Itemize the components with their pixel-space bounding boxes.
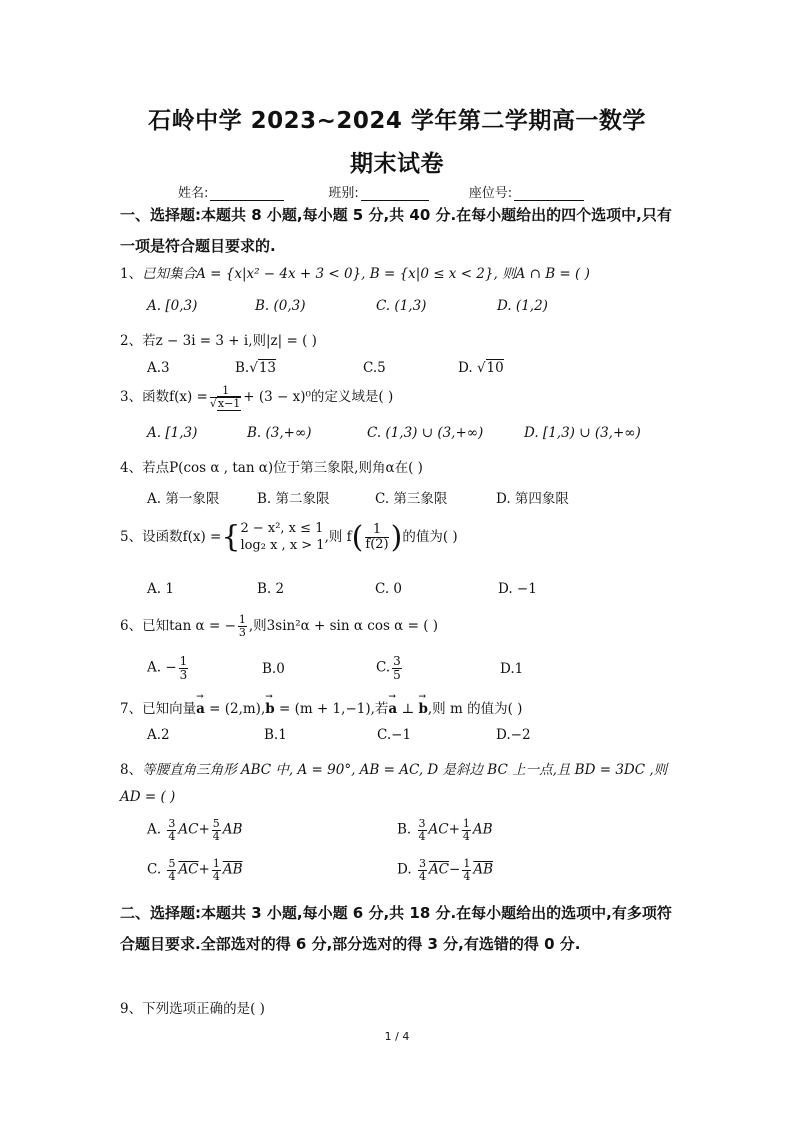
q6-option-a-label: A. −: [147, 659, 177, 676]
q9-text: 下列选项正确的是( ): [142, 1001, 265, 1017]
q8-d-d1: 4: [418, 869, 426, 883]
q6-option-b[interactable]: B.0: [262, 661, 285, 677]
q8-a-n2: 5: [212, 817, 220, 830]
q8-d-sign: −: [449, 861, 461, 878]
q5-option-d[interactable]: D. −1: [498, 581, 537, 597]
q8-a-sign: +: [198, 821, 210, 838]
q7-text-b: = (2,m),: [204, 701, 266, 717]
q8-option-c-label: C.: [147, 861, 162, 878]
q8-d-n1: 3: [418, 857, 426, 870]
section-1-heading: 一、选择题:本题共 8 小题,每小题 5 分,共 40 分.在每小题给出的四个选项中,只有一项是符合题目要求的.: [120, 206, 672, 255]
q8-a-n1: 3: [168, 817, 176, 830]
q3-text-pre: 函数f(x) =: [142, 389, 208, 405]
q3-frac-num: 1: [210, 385, 241, 398]
q5-text-mid: ,则 f: [324, 529, 352, 545]
q6-option-c[interactable]: [376, 655, 404, 681]
q8-a-frac-2: [212, 818, 221, 842]
q8-c-v1: $\overline{AC}$: [178, 861, 199, 878]
q5-case-1: 2 − x², x ≤ 1: [240, 521, 324, 537]
q8-d-frac-2: [462, 858, 471, 882]
q2-option-b-radicand: 13: [258, 360, 277, 376]
student-info-fields: [178, 182, 584, 201]
q1-option-d[interactable]: D. (1,2): [497, 298, 548, 314]
q4-option-a[interactable]: A. 第一象限: [147, 491, 220, 507]
name-field[interactable]: [178, 182, 284, 201]
question-2: [120, 329, 317, 349]
q8-c-sign: +: [198, 861, 210, 878]
q8-text: 等腰直角三角形 ABC 中, A = 90°, AB = AC, D 是斜边 BC 上一点,且 BD = 3DC ,则: [142, 762, 668, 778]
q2-number: 2、: [120, 333, 143, 349]
q7-number: 7、: [120, 701, 143, 717]
q7-option-a[interactable]: A.2: [147, 727, 170, 743]
q6-text-post: ,则3sin²α + sin α cos α = ( ): [248, 618, 439, 634]
q7-text-a: 已知向量: [142, 701, 197, 717]
section-2-heading: 二、选择题:本题共 3 小题,每小题 6 分,共 18 分.在每小题给出的选项中,有多项符合题目要求.全部选对的得 6 分,部分选对的得 3 分,有选错的得 0 分.: [120, 904, 672, 953]
q8-a-d2: 4: [212, 829, 220, 843]
q6-fraction: [238, 614, 247, 638]
q1-text: 已知集合A = {x|x² − 4x + 3 < 0}, B = {x|0 ≤ x < 2}, 则A ∩ B = ( ): [142, 266, 590, 282]
q8-option-c[interactable]: [147, 858, 243, 882]
q8-b-d2: 4: [462, 829, 470, 843]
question-7: [120, 697, 522, 717]
class-label: 班别:: [328, 186, 359, 201]
q7-vector-a-2: → a: [388, 701, 397, 717]
q2-text: 若z − 3i = 3 + i,则|z| = ( ): [142, 333, 317, 349]
q5-case-2: log₂ x , x > 1: [240, 537, 325, 553]
q6-option-c-label: C.: [376, 659, 391, 676]
q4-option-d[interactable]: D. 第四象限: [496, 491, 569, 507]
q8-option-b[interactable]: [397, 818, 493, 842]
page-number: 1 / 4: [384, 1030, 410, 1043]
q5-right-paren: ): [390, 520, 403, 555]
seat-field[interactable]: [469, 182, 584, 201]
q8-c-frac-1: [167, 858, 176, 882]
q5-cases: [240, 521, 324, 554]
q8-number: 8、: [120, 762, 143, 778]
q6-number: 6、: [120, 618, 143, 634]
q2-option-d-radicand: 10: [486, 360, 504, 376]
q7-vector-a: → a: [196, 701, 205, 717]
q2-option-b-label: B.: [235, 360, 250, 376]
q8-c-d1: 4: [168, 869, 176, 883]
q8-b-frac-1: [418, 818, 427, 842]
q5-option-b[interactable]: B. 2: [257, 581, 285, 597]
q5-text-post: 的值为( ): [402, 529, 458, 545]
q4-number: 4、: [120, 460, 143, 476]
q8-b-d1: 4: [418, 829, 426, 843]
q8-a-v2: AB: [222, 821, 243, 838]
q8-d-v2: $\overline{AB}$: [473, 861, 494, 878]
question-3: [120, 385, 393, 410]
q6-option-a-num: 1: [179, 654, 188, 668]
q8-a-d1: 4: [168, 829, 176, 843]
q5-left-brace: {: [221, 519, 241, 555]
seat-label: 座位号:: [468, 186, 513, 201]
q3-option-c[interactable]: C. (1,3) ∪ (3,+∞): [367, 425, 484, 441]
q6-option-c-num: 3: [393, 654, 401, 668]
q7-vector-b-2: → b: [418, 701, 427, 717]
q7-option-b[interactable]: B.1: [264, 727, 287, 743]
q8-b-v2: AB: [472, 821, 493, 838]
q3-frac-radicand: x−1: [217, 397, 241, 410]
question-5: [120, 520, 458, 555]
q7-text-d: ⊥: [397, 701, 419, 717]
name-blank[interactable]: [210, 186, 284, 201]
q6-option-a[interactable]: [147, 655, 190, 681]
q8-option-d-label: D.: [397, 861, 412, 878]
q1-option-a[interactable]: A. [0,3): [147, 298, 198, 314]
q5-left-paren: (: [351, 520, 364, 555]
q1-number: 1、: [120, 266, 143, 282]
q7-text-e: ,则 m 的值为( ): [427, 701, 523, 717]
exam-title: 石岭中学 2023~2024 学年第二学期高一数学: [148, 108, 646, 134]
q1-option-c[interactable]: C. (1,3): [376, 298, 427, 314]
q6-frac-num: 1: [238, 613, 246, 627]
q6-frac-den: 3: [238, 626, 246, 639]
q3-text-post: + (3 − x)⁰的定义域是( ): [243, 389, 394, 405]
class-blank[interactable]: [361, 186, 429, 201]
q8-a-v1: AC: [178, 821, 199, 838]
q5-fraction: [365, 523, 388, 551]
q8-option-b-label: B.: [397, 821, 412, 838]
q2-option-d-label: D.: [458, 360, 477, 376]
q5-option-c[interactable]: C. 0: [375, 581, 403, 597]
q2-option-d[interactable]: D. √10: [458, 360, 504, 376]
q6-option-c-fraction: [392, 655, 402, 681]
q8-d-frac-1: [418, 858, 427, 882]
question-9: [120, 997, 265, 1017]
q8-c-n2: 1: [212, 857, 220, 870]
q6-option-d[interactable]: D.1: [500, 661, 524, 677]
question-4: [120, 456, 423, 476]
q2-option-a[interactable]: A.3: [147, 360, 170, 376]
q3-fraction: [210, 385, 241, 409]
question-6: [120, 614, 438, 639]
q7-vector-b: → b: [265, 701, 274, 717]
q8-option-d[interactable]: [397, 858, 493, 882]
q3-option-d[interactable]: D. [1,3) ∪ (3,+∞): [524, 425, 641, 441]
q8-d-v1: $\overline{AC}$: [428, 861, 450, 878]
q8-option-a[interactable]: [147, 818, 242, 842]
q8-b-frac-2: [462, 818, 471, 842]
q8-b-n2: 1: [462, 817, 470, 830]
q5-frac-den: f(2): [365, 537, 389, 552]
q4-text: 若点P(cos α , tan α)位于第三象限,则角α在( ): [142, 460, 423, 476]
q8-c-n1: 5: [168, 857, 176, 870]
q8-d-d2: 4: [463, 869, 471, 883]
q8-text-line-2: AD = ( ): [120, 789, 176, 805]
q3-frac-den: √x−1: [209, 397, 241, 410]
q7-option-c[interactable]: C.−1: [377, 727, 412, 743]
q8-b-sign: +: [448, 821, 460, 838]
q2-option-c[interactable]: C.5: [363, 360, 386, 376]
q8-c-v2: $\overline{AB}$: [222, 861, 243, 878]
exam-subtitle: 期末试卷: [350, 151, 444, 177]
q1-option-b[interactable]: B. (0,3): [255, 298, 306, 314]
q5-frac-num: 1: [365, 523, 388, 538]
q6-option-c-den: 5: [393, 667, 401, 682]
q6-text-pre: 已知tan α = −: [142, 618, 236, 634]
seat-blank[interactable]: [514, 186, 584, 201]
q5-text-pre: 设函数f(x) =: [142, 529, 222, 545]
q3-number: 3、: [120, 389, 143, 405]
q5-option-a[interactable]: A. 1: [147, 581, 174, 597]
question-1: [120, 262, 590, 282]
q8-a-frac-1: [167, 818, 176, 842]
q8-b-n1: 3: [418, 817, 426, 830]
q9-number: 9、: [120, 1001, 143, 1017]
q8-d-n2: 1: [463, 857, 471, 870]
question-8: [120, 758, 667, 778]
q4-option-b[interactable]: B. 第二象限: [257, 491, 330, 507]
q2-option-b[interactable]: B.√13: [235, 360, 277, 376]
class-field[interactable]: [328, 182, 428, 201]
q6-option-a-den: 3: [179, 667, 188, 682]
q6-option-a-fraction: [179, 655, 189, 681]
q8-c-frac-2: [212, 858, 221, 882]
q5-number: 5、: [120, 529, 143, 545]
q7-option-d[interactable]: D.−2: [496, 727, 531, 743]
q4-option-c[interactable]: C. 第三象限: [375, 491, 448, 507]
q8-c-d2: 4: [212, 869, 220, 883]
q8-b-v1: AC: [428, 821, 449, 838]
q3-option-a[interactable]: A. [1,3): [147, 425, 198, 441]
q8-option-a-label: A.: [147, 821, 162, 838]
name-label: 姓名:: [178, 186, 209, 201]
q7-text-c: = (m + 1,−1),若: [274, 701, 389, 717]
q3-option-b[interactable]: B. (3,+∞): [247, 425, 312, 441]
